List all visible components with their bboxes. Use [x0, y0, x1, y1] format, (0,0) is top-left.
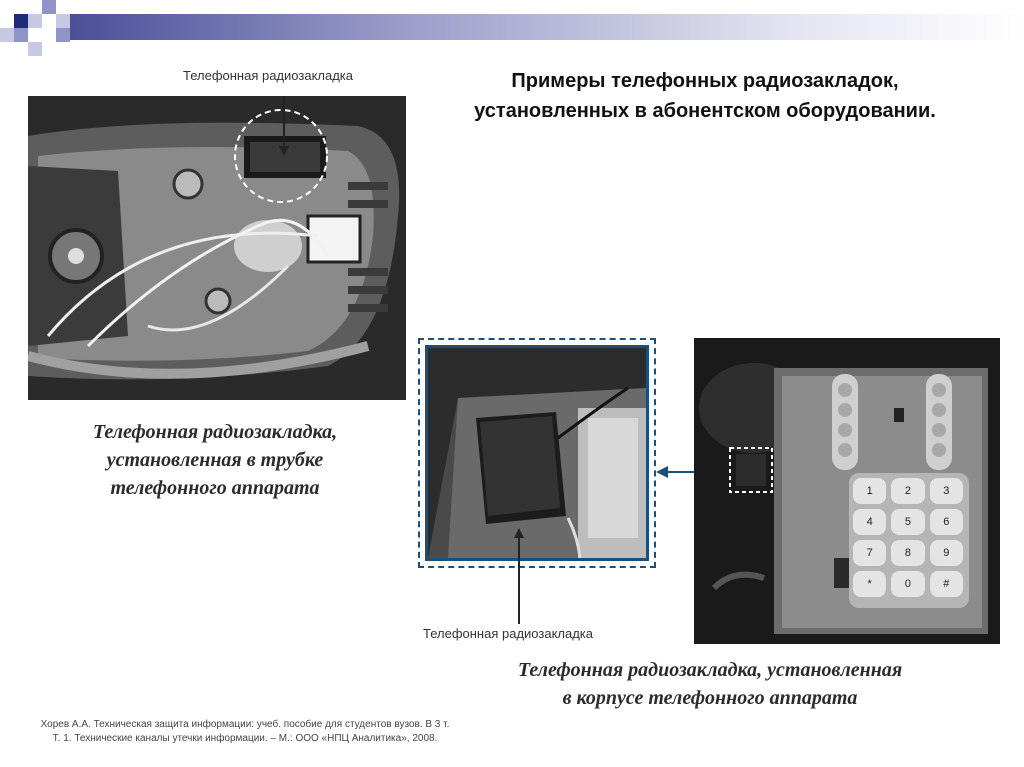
- key-star: *: [853, 571, 886, 597]
- base-caption: Телефонная радиозакладка, установленная в корпусе телефонного аппарата: [517, 659, 903, 709]
- handset-photo: [28, 96, 406, 400]
- base-pointer-label: Телефонная радиозакладка: [423, 626, 594, 641]
- key-6: 6: [930, 509, 963, 535]
- zoom-photo: [428, 348, 646, 558]
- key-0: 0: [891, 571, 924, 597]
- key-3: 3: [930, 478, 963, 504]
- key-7: 7: [853, 540, 886, 566]
- handset-caption: Телефонная радиозакладка, установленная в трубке телефонного аппарата: [92, 421, 338, 499]
- slide-title: Примеры телефонных радиозакладок, установленных в абонентском оборудовании.: [474, 70, 936, 122]
- keypad: [853, 478, 963, 606]
- keypad-grid: [853, 478, 963, 597]
- key-2: 2: [891, 478, 924, 504]
- zoom-pointer-line: [514, 528, 524, 624]
- key-1: 1: [853, 478, 886, 504]
- source-reference: Хорев А.А. Техническая защита информации: учеб. пособие для студентов вузов. В 3 т. Т. 1. Технические каналы утечки информации. – М.: ООО «НПЦ Аналитика», 2008.: [40, 719, 450, 744]
- key-8: 8: [891, 540, 924, 566]
- key-9: 9: [930, 540, 963, 566]
- handset-pointer-label: Телефонная радиозакладка: [183, 68, 354, 83]
- key-hash: #: [930, 571, 963, 597]
- key-5: 5: [891, 509, 924, 535]
- zoom-photo-frame: [425, 345, 649, 561]
- key-4: 4: [853, 509, 886, 535]
